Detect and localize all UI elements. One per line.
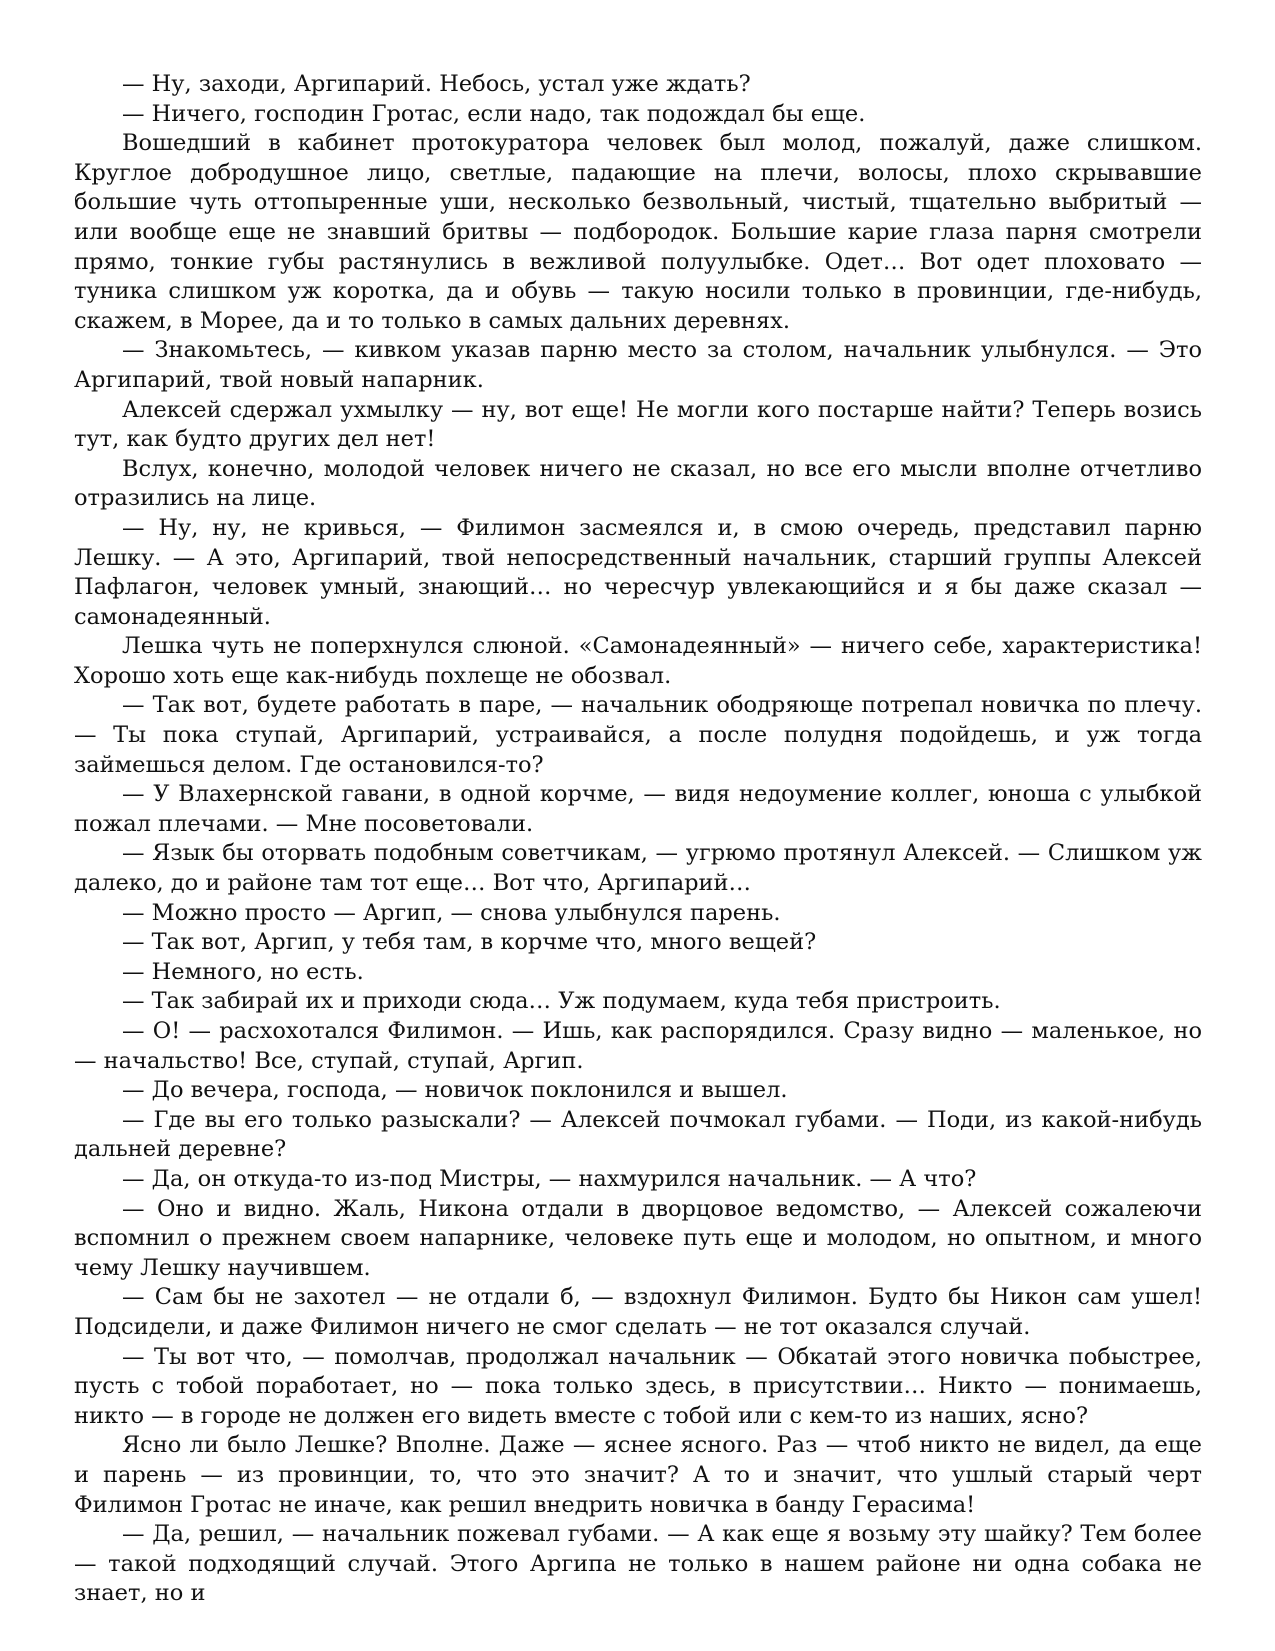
paragraph: Вошедший в кабинет протокуратора человек был молод, пожалуй, даже слишком. Круглое добродушное лицо, светлые, падающие на плечи, волосы, плохо скрывавшие большие чуть оттопыренные уши, несколько безвольный, чистый, тщательно выбритый — или вообще еще не знавший бритвы — подбородок. Большие карие глаза парня смотрели прямо, тонкие губы растянулись в вежливой полуулыбке. Одет… Вот одет плоховато — туника слишком уж коротка, да и обувь — такую носили только в провинции, где-нибудь, скажем, в Морее, да и то только в самых дальних деревнях. <box>74 130 1202 334</box>
paragraph: — Да, он откуда-то из-под Мистры, — нахмурился начальник. — А что? <box>122 1165 977 1192</box>
paragraph: — Да, решил, — начальник пожевал губами. — А как еще я возьму эту шайку? Тем более — такой подходящий случай. Этого Аргипа не только в нашем районе ни одна собака не знает, но и <box>74 1521 1202 1607</box>
paragraph: — Сам бы не захотел — не отдали б, — вздохнул Филимон. Будто бы Никон сам ушел! Подсидели, и даже Филимон ничего не смог сделать — не тот оказался случай. <box>74 1284 1202 1340</box>
paragraph: — Так забирай их и приходи сюда… Уж подумаем, куда тебя пристроить. <box>122 988 1001 1015</box>
paragraph: — Ничего, господин Гротас, если надо, так подождал бы еще. <box>122 100 866 127</box>
paragraph: — Знакомьтесь, — кивком указав парню место за столом, начальник улыбнулся. — Это Аргипарий, твой новый напарник. <box>74 337 1202 393</box>
paragraph: — Немного, но есть. <box>122 958 364 985</box>
paragraph: — Так вот, Аргип, у тебя там, в корчме что, много вещей? <box>122 929 817 956</box>
paragraph: — У Влахернской гавани, в одной корчме, — видя недоумение коллег, юноша с улыбкой пожал плечами. — Мне посоветовали. <box>74 781 1202 837</box>
paragraph: — Ну, заходи, Аргипарий. Небось, устал уже ждать? <box>122 71 751 97</box>
paragraph: — До вечера, господа, — новичок поклонился и вышел. <box>122 1077 788 1104</box>
paragraph: — Ну, ну, не кривься, — Филимон засмеялся и, в смою очередь, представил парню Лешку. — А это, Аргипарий, твой непосредственный начальник, старший группы Алексей Пафлагон, человек умный, знающий… но чересчур увлекающийся и я бы даже сказал — самонадеянный. <box>74 514 1202 630</box>
paragraph: — О! — расхохотался Филимон. — Ишь, как распорядился. Сразу видно — маленькое, но — начальство! Все, ступай, ступай, Аргип. <box>74 1018 1202 1074</box>
paragraph: — Оно и видно. Жаль, Никона отдали в дворцовое ведомство, — Алексей сожалеючи вспомнил о прежнем своем напарнике, человеке путь еще и молодом, но опытном, и много чему Лешку научившем. <box>74 1195 1202 1281</box>
paragraph: — Можно просто — Аргип, — снова улыбнулся парень. <box>122 899 781 926</box>
paragraph: Алексей сдержал ухмылку — ну, вот еще! Не могли кого постарше найти? Теперь возись тут, как будто других дел нет! <box>74 396 1202 453</box>
paragraph: Ясно ли было Лешке? Вполне. Даже — яснее ясного. Раз — чтоб никто не видел, да еще и парень — из провинции, то, что это значит? А то и значит, что ушлый старый черт Филимон Гротас не иначе, как решил внедрить новичка в банду Герасима! <box>74 1432 1202 1518</box>
paragraph: Лешка чуть не поперхнулся слюной. «Самонадеянный» — ничего себе, характеристика! Хорошо хоть еще как-нибудь похлеще не обозвал. <box>74 633 1202 689</box>
paragraph: — Ты вот что, — помолчав, продолжал начальник — Обкатай этого новичка побыстрее, пусть с тобой поработает, но — пока только здесь, в присутствии… Никто — понимаешь, никто — в городе не должен его видеть вместе с тобой или с кем-то из наших, ясно? <box>74 1343 1202 1429</box>
book-page <box>74 70 1202 1609</box>
paragraph: Вслух, конечно, молодой человек ничего не сказал, но все его мысли вполне отчетливо отразились на лице. <box>74 455 1202 512</box>
paragraph: — Так вот, будете работать в паре, — начальник ободряюще потрепал новичка по плечу. — Ты пока ступай, Аргипарий, устраивайся, а после полудня подойдешь, и уж тогда займешься делом. Где остановился-то? <box>74 692 1202 778</box>
paragraph: — Язык бы оторвать подобным советчикам, — угрюмо протянул Алексей. — Слишком уж далеко, до и районе там тот еще… Вот что, Аргипарий… <box>74 840 1202 897</box>
paragraph: — Где вы его только разыскали? — Алексей почмокал губами. — Поди, из какой-нибудь дальней деревне? <box>74 1106 1202 1163</box>
